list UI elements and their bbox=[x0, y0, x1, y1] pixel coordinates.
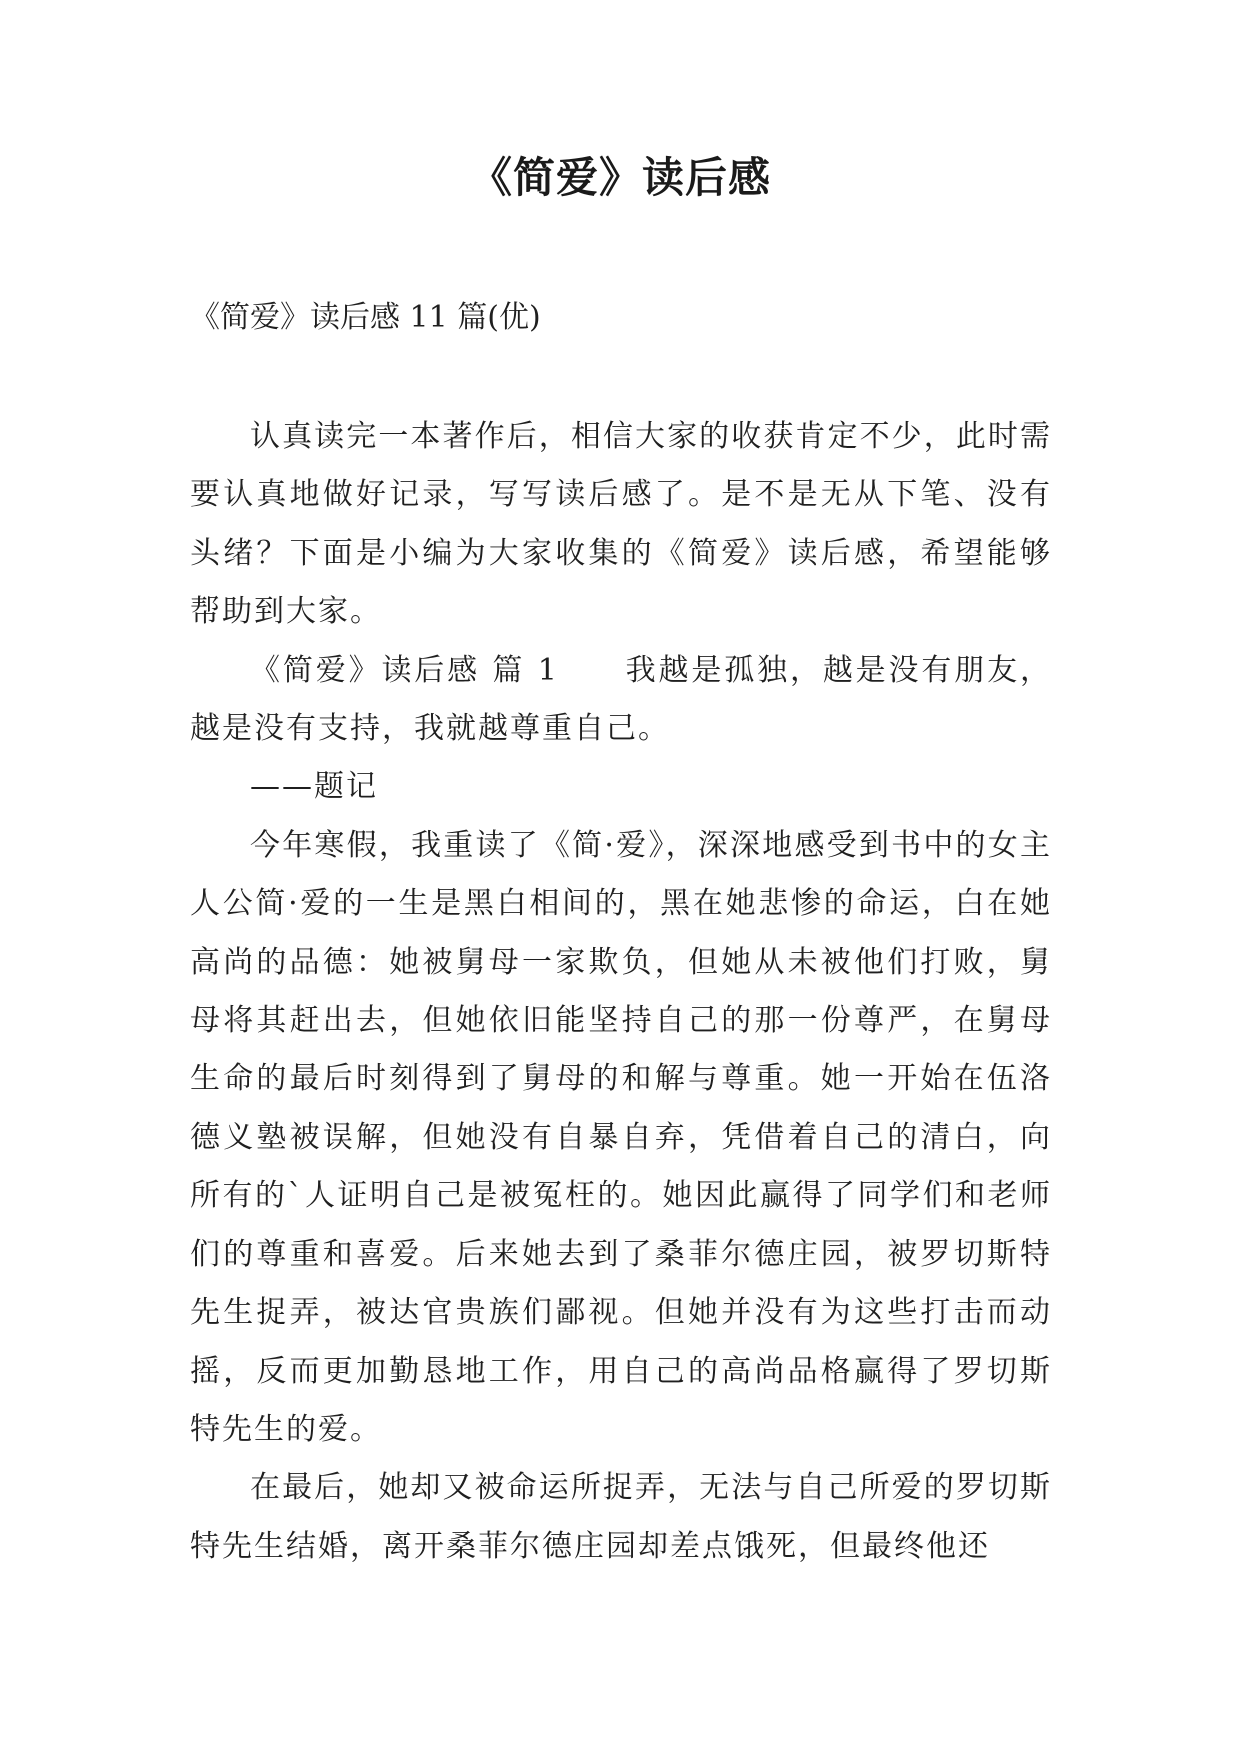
epigraph: 我越是孤独，越是没有朋友，越是没有支持，我就越尊重自己。 bbox=[190, 652, 1052, 747]
section-1-opening bbox=[190, 642, 1052, 759]
body-paragraph-1: 今年寒假，我重读了《简·爱》，深深地感受到书中的女主人公简·爱的一生是黑白相间的，黑在她悲惨的命运，白在她高尚的品德：她被舅母一家欺负，但她从未被他们打败，舅母将其赶出去，但她依旧能坚持自己的那一份尊严，在舅母生命的最后时刻得到了舅母的和解与尊重。她一开始在伍洛德义塾被误解，但她没有自暴自弃，凭借着自己的清白，向所有的`人证明自己是被冤枉的。她因此赢得了同学们和老师们的尊重和喜爱。后来她去到了桑菲尔德庄园，被罗切斯特先生捉弄，被达官贵族们鄙视。但她并没有为这些打击而动摇，反而更加勤恳地工作，用自己的高尚品格赢得了罗切斯特先生的爱。 bbox=[190, 827, 1052, 1447]
document-title: 《简爱》读后感 bbox=[469, 153, 771, 202]
document-body bbox=[190, 408, 1052, 1576]
body-paragraph-2: 在最后，她却又被命运所捉弄，无法与自己所爱的罗切斯特先生结婚，离开桑菲尔德庄园却差点饿死，但最终他还 bbox=[190, 1470, 1052, 1564]
epigraph-source: ——题记 bbox=[250, 769, 378, 805]
intro-paragraph: 认真读完一本著作后，相信大家的收获肯定不少，此时需要认真地做好记录，写写读后感了。是不是无从下笔、没有头绪？下面是小编为大家收集的《简爱》读后感，希望能够帮助到大家。 bbox=[190, 419, 1052, 630]
section-1-heading: 《简爱》读后感 篇 1 bbox=[250, 652, 559, 688]
document-subtitle: 《简爱》读后感 11 篇(优) bbox=[190, 300, 541, 335]
